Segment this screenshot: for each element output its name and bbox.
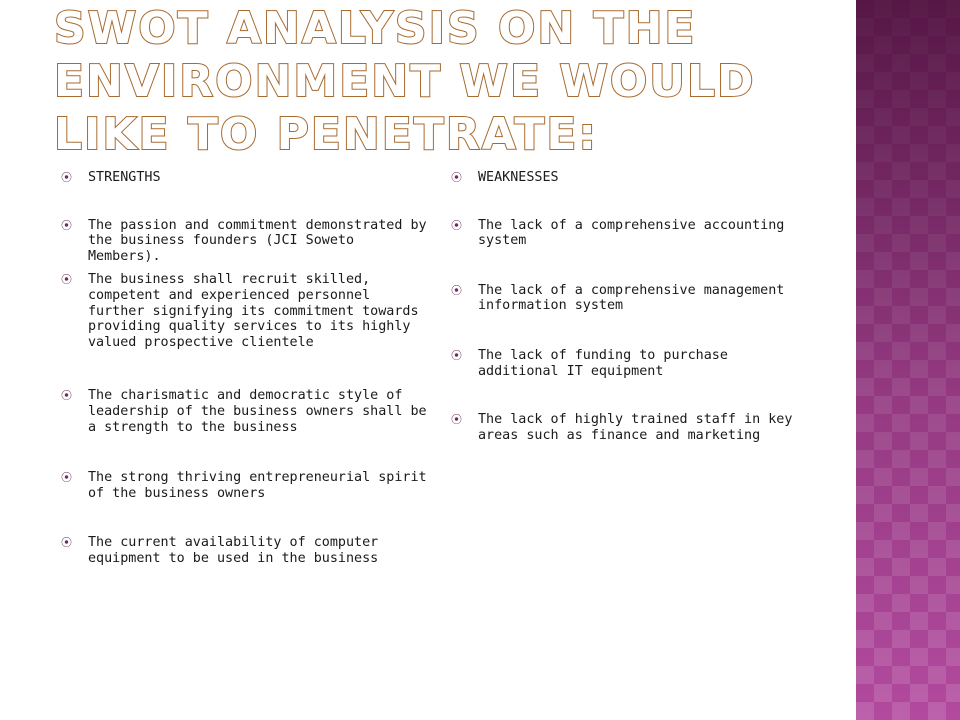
weaknesses-heading: [448, 170, 798, 186]
circled-bullet-icon: ⦿: [451, 413, 462, 427]
circled-bullet-icon: ⦿: [451, 218, 462, 232]
circled-bullet-icon: ⦿: [61, 471, 72, 485]
bullet-text: The passion and commitment demonstrated by the business founders (JCI Soweto Members).: [88, 217, 427, 264]
bullet-text: The current availability of computer equipment to be used in the business: [88, 535, 379, 566]
bullet-text: The lack of funding to purchase additional IT equipment: [478, 347, 728, 379]
circled-bullet-icon: ⦿: [61, 273, 72, 287]
circled-bullet-icon: ⦿: [61, 389, 72, 403]
circled-bullet-icon: ⦿: [451, 283, 462, 297]
slide-title: SWOT ANALYSIS ON THE ENVIRONMENT WE WOULD LIKE TO PENETRATE:: [54, 3, 756, 160]
strength-item: [58, 470, 428, 501]
circled-bullet-icon: ⦿: [61, 536, 72, 550]
circled-bullet-icon: ⦿: [451, 171, 462, 184]
weaknesses-column: [448, 170, 798, 443]
weakness-item: [448, 412, 798, 443]
bullet-text: The lack of a comprehensive management information system: [478, 282, 785, 314]
circled-bullet-icon: ⦿: [61, 218, 72, 232]
bullet-text: The charismatic and democratic style of leadership of the business owners shall be a strength to the business: [88, 388, 427, 435]
weakness-item: [448, 218, 798, 249]
weakness-item: [448, 348, 798, 379]
strength-item: [58, 388, 428, 435]
bullet-text: The lack of highly trained staff in key areas such as finance and marketing: [478, 412, 793, 443]
strength-item: [58, 272, 428, 350]
bullet-text: WEAKNESSES: [478, 170, 559, 185]
bullet-text: The business shall recruit skilled, competent and experienced personnel further signifying its commitment towards providing quality services to its highly valued prospective clientele: [88, 272, 419, 350]
strengths-column: [58, 170, 428, 567]
strength-item: [58, 218, 428, 265]
decorative-side-band: [856, 0, 960, 720]
circled-bullet-icon: ⦿: [61, 171, 72, 184]
strength-item: [58, 535, 428, 566]
weakness-item: [448, 283, 798, 314]
bullet-text: STRENGTHS: [88, 170, 161, 185]
bullet-text: The strong thriving entrepreneurial spirit of the business owners: [88, 470, 427, 501]
bullet-text: The lack of a comprehensive accounting system: [478, 217, 785, 249]
strengths-heading: [58, 170, 428, 186]
circled-bullet-icon: ⦿: [451, 348, 462, 362]
